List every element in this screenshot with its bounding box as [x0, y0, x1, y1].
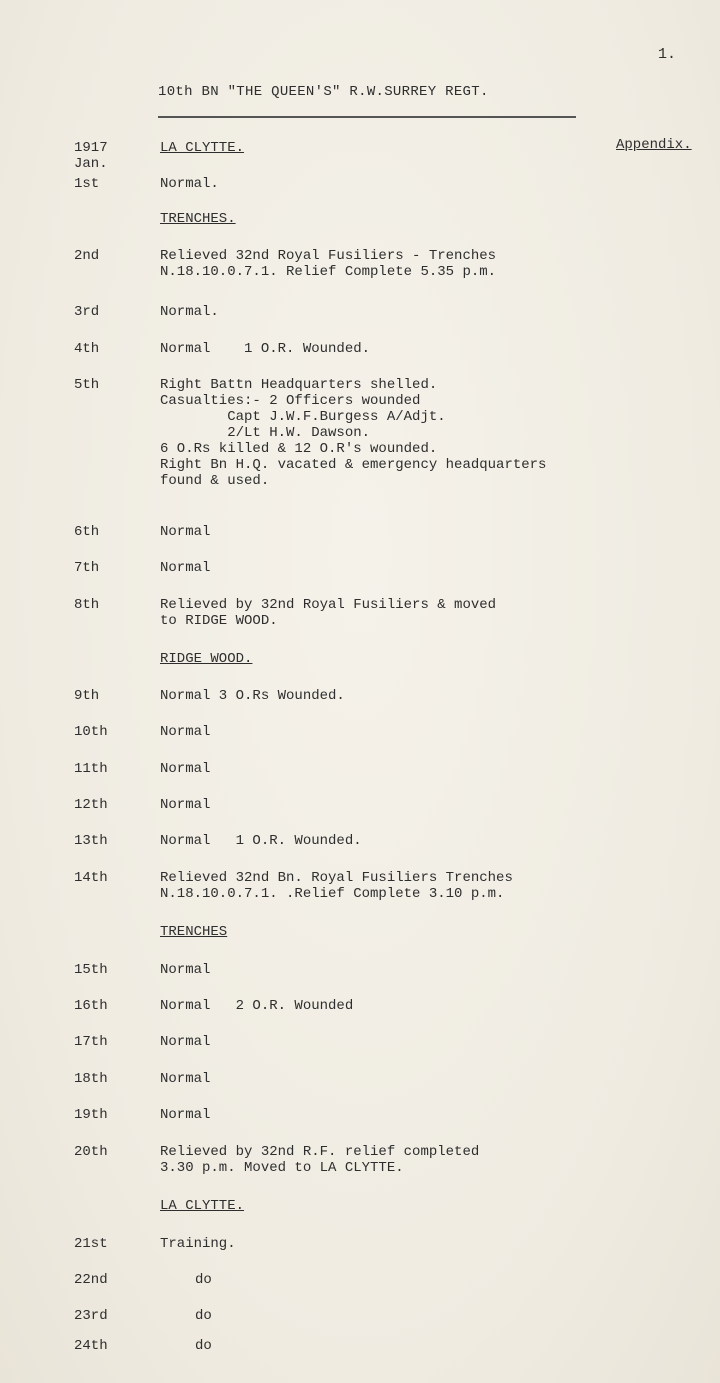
entry-date: 5th	[74, 377, 100, 393]
entry-text: Relieved by 32nd Royal Fusiliers & moved to RIDGE WOOD.	[160, 597, 497, 629]
entry-date: 10th	[74, 724, 108, 740]
entry-date: 18th	[74, 1071, 108, 1087]
unit-heading: 10th BN "THE QUEEN'S" R.W.SURREY REGT.	[158, 84, 489, 100]
entry-date: 16th	[74, 998, 108, 1014]
entry-date: 3rd	[74, 304, 100, 320]
entry-date: 12th	[74, 797, 108, 813]
entry-text: Right Battn Headquarters shelled. Casualties:- 2 Officers wounded Capt J.W.F.Burgess A/Adjt. 2/Lt H.W. Dawson. 6 O.Rs killed & 12 O.R's wounded. Right Bn H.Q. vacated & emergency headquarters found & used.	[160, 377, 547, 489]
entry-date: 24th	[74, 1338, 108, 1354]
entry-text: Relieved 32nd Royal Fusiliers - Trenches N.18.10.0.7.1. Relief Complete 5.35 p.m.	[160, 248, 497, 280]
entry-text: Normal.	[160, 176, 219, 192]
entry-text: Normal 2 O.R. Wounded	[160, 998, 354, 1014]
entry-text: Normal	[160, 761, 211, 777]
entry-date: 11th	[74, 761, 108, 777]
heading-rule	[158, 116, 576, 118]
entry-date: 19th	[74, 1107, 108, 1123]
entry-text: do	[195, 1308, 212, 1324]
entry-text: Normal 1 O.R. Wounded.	[160, 833, 362, 849]
entry-text: Normal	[160, 1107, 211, 1123]
entry-text: Relieved by 32nd R.F. relief completed 3.30 p.m. Moved to LA CLYTTE.	[160, 1144, 480, 1176]
entry-text: Normal	[160, 724, 211, 740]
location-heading: LA CLYTTE.	[160, 140, 245, 156]
entry-text: Normal	[160, 962, 211, 978]
entry-text: Normal	[160, 1071, 211, 1087]
entry-text: Normal	[160, 1034, 211, 1050]
entry-text: Normal 1 O.R. Wounded.	[160, 341, 371, 357]
entry-date: 20th	[74, 1144, 108, 1160]
entry-date: 23rd	[74, 1308, 108, 1324]
entry-text: Normal	[160, 797, 211, 813]
entry-date: 1st	[74, 176, 100, 192]
entry-date: 8th	[74, 597, 100, 613]
location-heading: RIDGE WOOD.	[160, 651, 253, 667]
entry-text: do	[195, 1338, 212, 1354]
entry-date: 21st	[74, 1236, 108, 1252]
entry-date: 1917 Jan.	[74, 140, 108, 172]
entry-date: 22nd	[74, 1272, 108, 1288]
appendix-label: Appendix.	[616, 137, 692, 153]
location-heading: TRENCHES	[160, 924, 228, 940]
entry-date: 17th	[74, 1034, 108, 1050]
entry-date: 4th	[74, 341, 100, 357]
entry-text: do	[195, 1272, 212, 1288]
entry-date: 2nd	[74, 248, 100, 264]
entry-text: Normal	[160, 524, 211, 540]
location-heading: LA CLYTTE.	[160, 1198, 245, 1214]
entry-text: Normal	[160, 560, 211, 576]
entry-date: 7th	[74, 560, 100, 576]
entry-date: 15th	[74, 962, 108, 978]
entry-text: Relieved 32nd Bn. Royal Fusiliers Trenches N.18.10.0.7.1. .Relief Complete 3.10 p.m.	[160, 870, 513, 902]
entry-date: 13th	[74, 833, 108, 849]
entry-text: Normal 3 O.Rs Wounded.	[160, 688, 345, 704]
location-heading: TRENCHES.	[160, 211, 236, 227]
entry-text: Training.	[160, 1236, 236, 1252]
entry-date: 9th	[74, 688, 100, 704]
entry-text: Normal.	[160, 304, 219, 320]
page-number: 1.	[658, 46, 677, 63]
entry-date: 14th	[74, 870, 108, 886]
entry-date: 6th	[74, 524, 100, 540]
